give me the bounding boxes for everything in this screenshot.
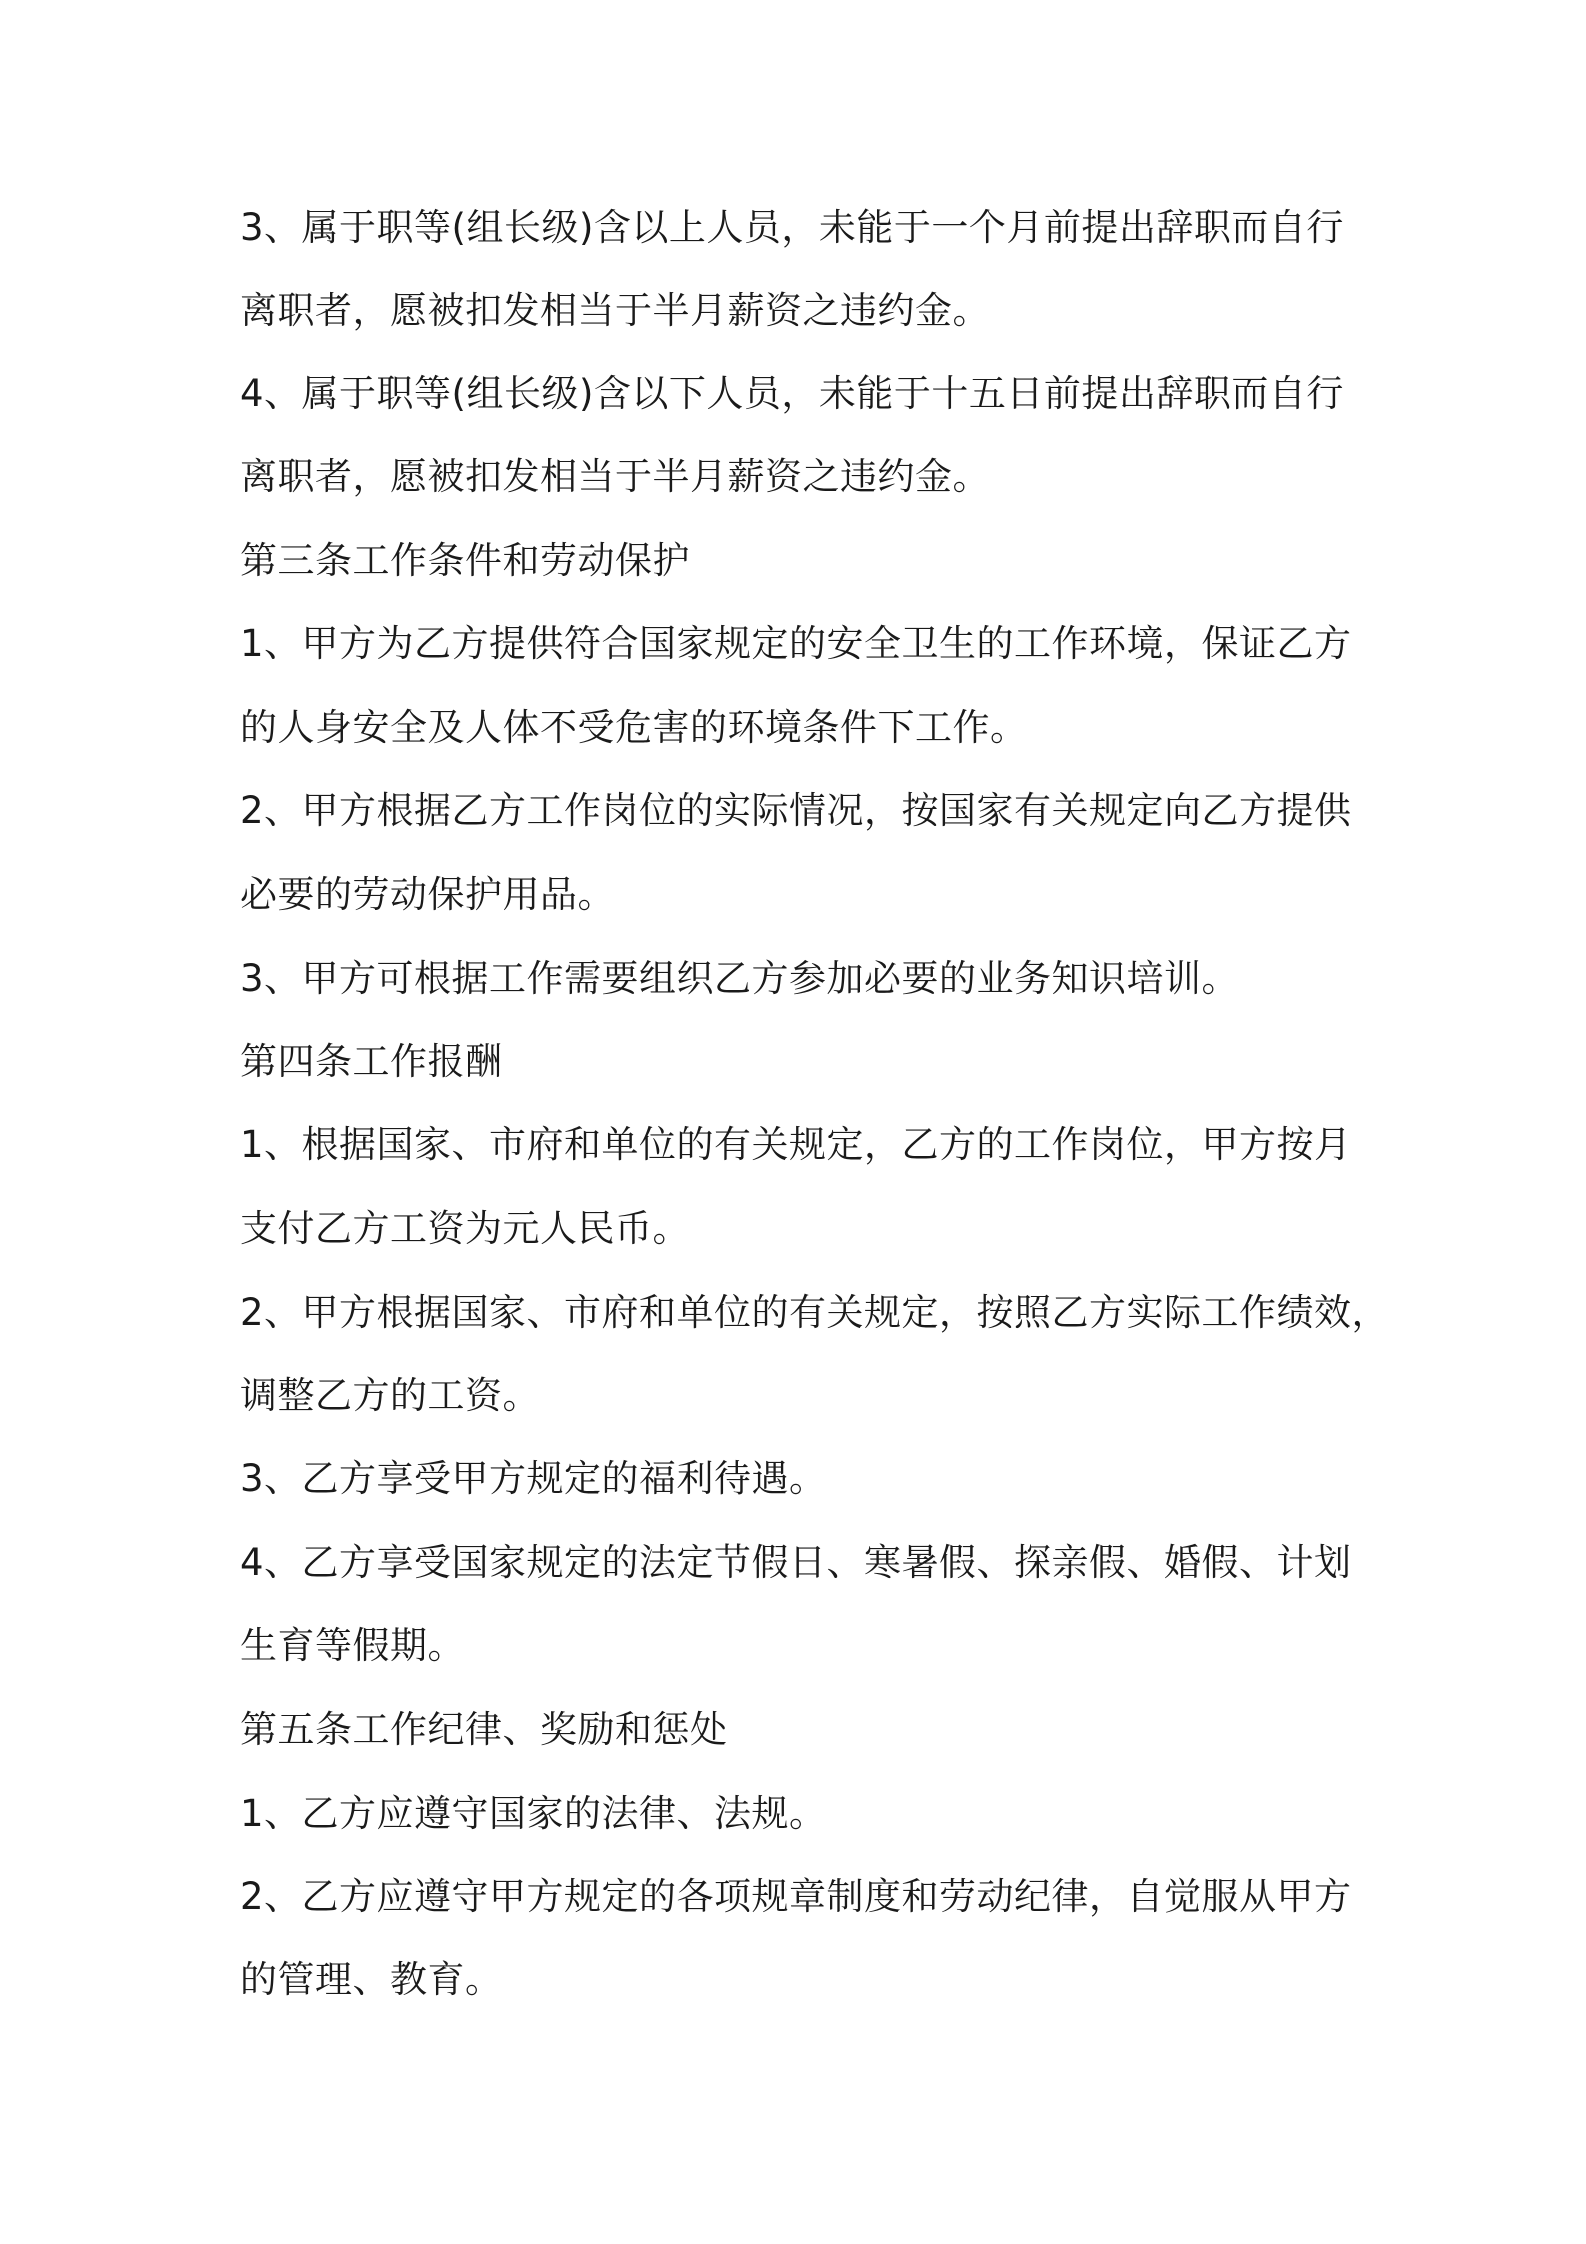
text-line: 生育等假期。 [240, 1624, 465, 1667]
section-heading: 第三条工作条件和劳动保护 [240, 539, 690, 582]
text-line: 离职者，愿被扣发相当于半月薪资之违约金。 [240, 289, 990, 332]
text-line: 的人身安全及人体不受危害的环境条件下工作。 [240, 706, 1028, 749]
text-line: 的管理、教育。 [240, 1958, 503, 2001]
text-line: 3、属于职等(组长级)含以上人员，未能于一个月前提出辞职而自行 [240, 206, 1344, 249]
text-line: 2、乙方应遵守甲方规定的各项规章制度和劳动纪律，自觉服从甲方 [240, 1875, 1352, 1918]
text-line: 1、根据国家、市府和单位的有关规定，乙方的工作岗位，甲方按月 [240, 1123, 1352, 1166]
section-heading: 第五条工作纪律、奖励和惩处 [240, 1708, 728, 1751]
text-line: 3、甲方可根据工作需要组织乙方参加必要的业务知识培训。 [240, 957, 1240, 1000]
text-line: 支付乙方工资为元人民币。 [240, 1207, 690, 1250]
text-line: 1、甲方为乙方提供符合国家规定的安全卫生的工作环境，保证乙方 [240, 622, 1352, 665]
text-line: 3、乙方享受甲方规定的福利待遇。 [240, 1457, 827, 1500]
text-line: 4、乙方享受国家规定的法定节假日、寒暑假、探亲假、婚假、计划 [240, 1541, 1352, 1584]
text-line: 4、属于职等(组长级)含以下人员，未能于十五日前提出辞职而自行 [240, 372, 1344, 415]
section-heading: 第四条工作报酬 [240, 1040, 503, 1083]
text-line: 离职者，愿被扣发相当于半月薪资之违约金。 [240, 455, 990, 498]
text-line: 1、乙方应遵守国家的法律、法规。 [240, 1792, 827, 1835]
text-line: 2、甲方根据乙方工作岗位的实际情况，按国家有关规定向乙方提供 [240, 789, 1352, 832]
text-line: 必要的劳动保护用品。 [240, 873, 615, 916]
text-line: 调整乙方的工资。 [240, 1374, 540, 1417]
text-line: 2、甲方根据国家、市府和单位的有关规定，按照乙方实际工作绩效， [240, 1291, 1390, 1334]
